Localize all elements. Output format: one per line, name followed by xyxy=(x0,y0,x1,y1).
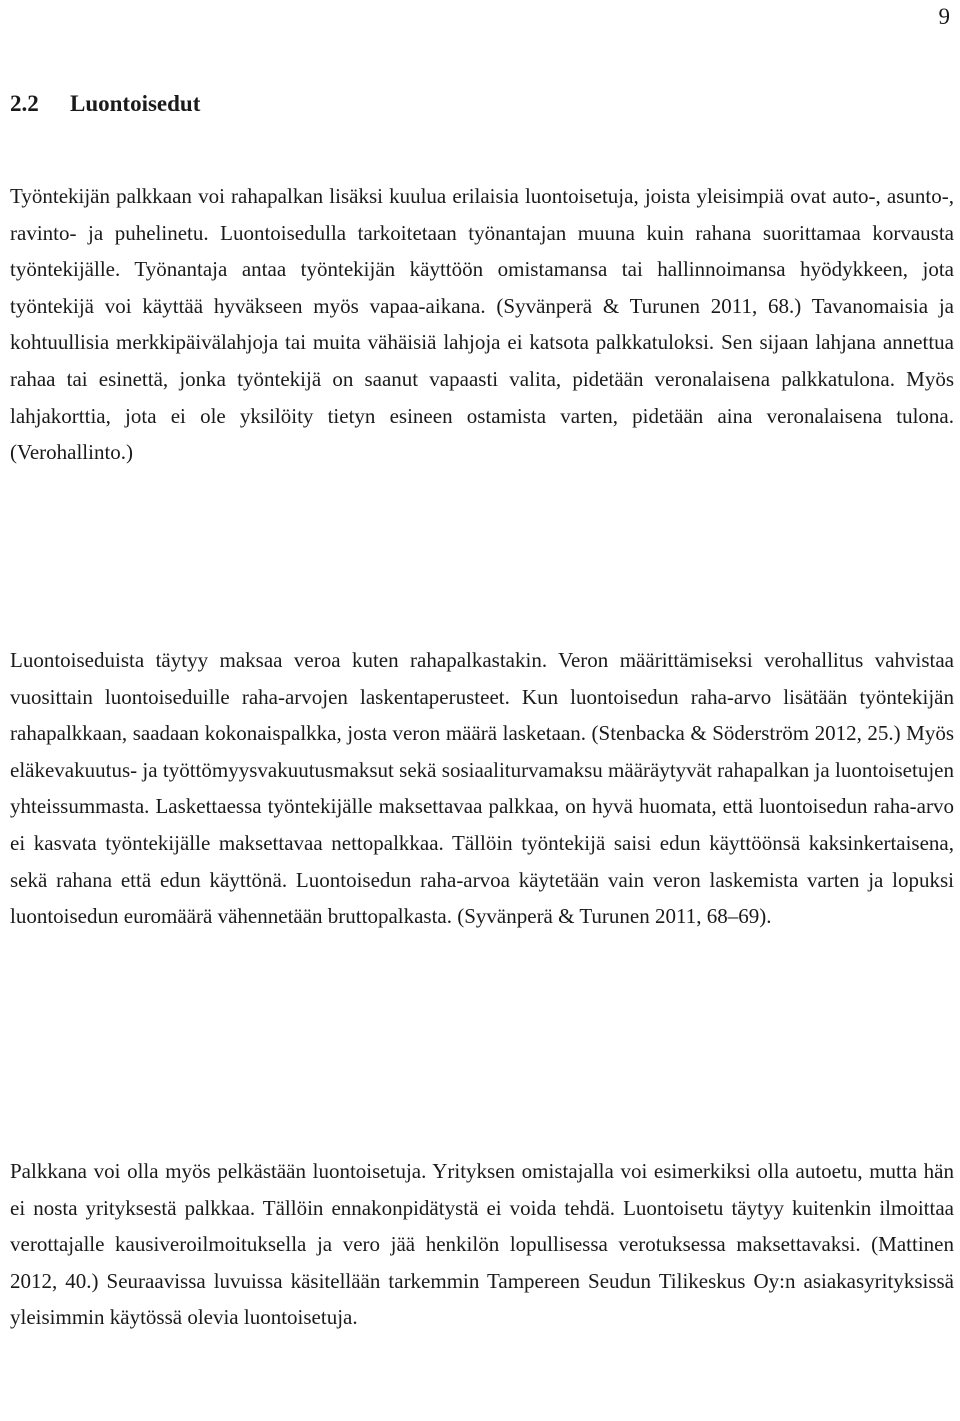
paragraph-2: Luontoiseduista täytyy maksaa veroa kuten rahapalkastakin. Veron määrittämiseksi verohallitus vahvistaa vuosittain luontoiseduille raha-arvojen laskentaperusteet. Kun luontoisedun raha-arvo lisätään työntekijän rahapalkkaan, saadaan kokonaispalkka, josta veron määrä lasketaan. (Stenbacka & Söderström 2012, 25.) Myös eläkevakuutus- ja työttömyysvakuutusmaksut sekä sosiaaliturvamaksu määräytyvät rahapalkan ja luontoisetujen yhteissummasta. Laskettaessa työntekijälle maksettavaa palkkaa, on hyvä huomata, että luontoisedun raha-arvo ei kasvata työntekijälle maksettavaa nettopalkkaa. Tällöin työntekijä saisi edun käyttöönsä kaksinkertaisena, sekä rahana että edun käyttönä. Luontoisedun raha-arvoa käytetään vain veron laskemista varten ja lopuksi luontoisedun euromäärä vähennetään bruttopalkasta. (Syvänperä & Turunen 2011, 68–69). xyxy=(10,648,954,929)
page-number: 9 xyxy=(938,4,950,29)
section-heading xyxy=(10,88,200,120)
paragraph-3: Palkkana voi olla myös pelkästään luontoisetuja. Yrityksen omistajalla voi esimerkiksi olla autoetu, mutta hän ei nosta yrityksestä palkkaa. Tällöin ennakonpidätystä ei voida tehdä. Luontoisetu täytyy kuitenkin ilmoittaa verottajalle kausiveroilmoituksella ja vero jää henkilön lopullisessa verotuksessa maksettavaksi. (Mattinen 2012, 40.) Seuraavissa luvuissa käsitellään tarkemmin Tampereen Seudun Tilikeskus Oy:n asiakasyrityksissä yleisimmin käytössä olevia luontoisetuja. xyxy=(10,1159,954,1330)
paragraph-1: Työntekijän palkkaan voi rahapalkan lisäksi kuulua erilaisia luontoisetuja, joista yleisimpiä ovat auto-, asunto-, ravinto- ja puhelinetu. Luontoisedulla tarkoitetaan työnantajan muuna kuin rahana suorittamaa korvausta työntekijälle. Työnantaja antaa työntekijän käyttöön omistamansa tai hallinnoimansa hyödykkeen, jota työntekijä voi käyttää hyväkseen myös vapaa-aikana. (Syvänperä & Turunen 2011, 68.) Tavanomaisia ja kohtuullisia merkkipäivälahjoja tai muita vähäisiä lahjoja ei katsota palkkatuloksi. Sen sijaan lahjana annettua rahaa tai esinettä, jonka työntekijä on saanut vapaasti valita, pidetään veronalaisena palkkatulona. Myös lahjakorttia, jota ei ole yksilöity tietyn esineen ostamista varten, pidetään aina veronalaisena tulona. (Verohallinto.) xyxy=(10,184,954,465)
section-title: Luontoisedut xyxy=(70,91,201,116)
section-number: 2.2 xyxy=(10,91,39,116)
